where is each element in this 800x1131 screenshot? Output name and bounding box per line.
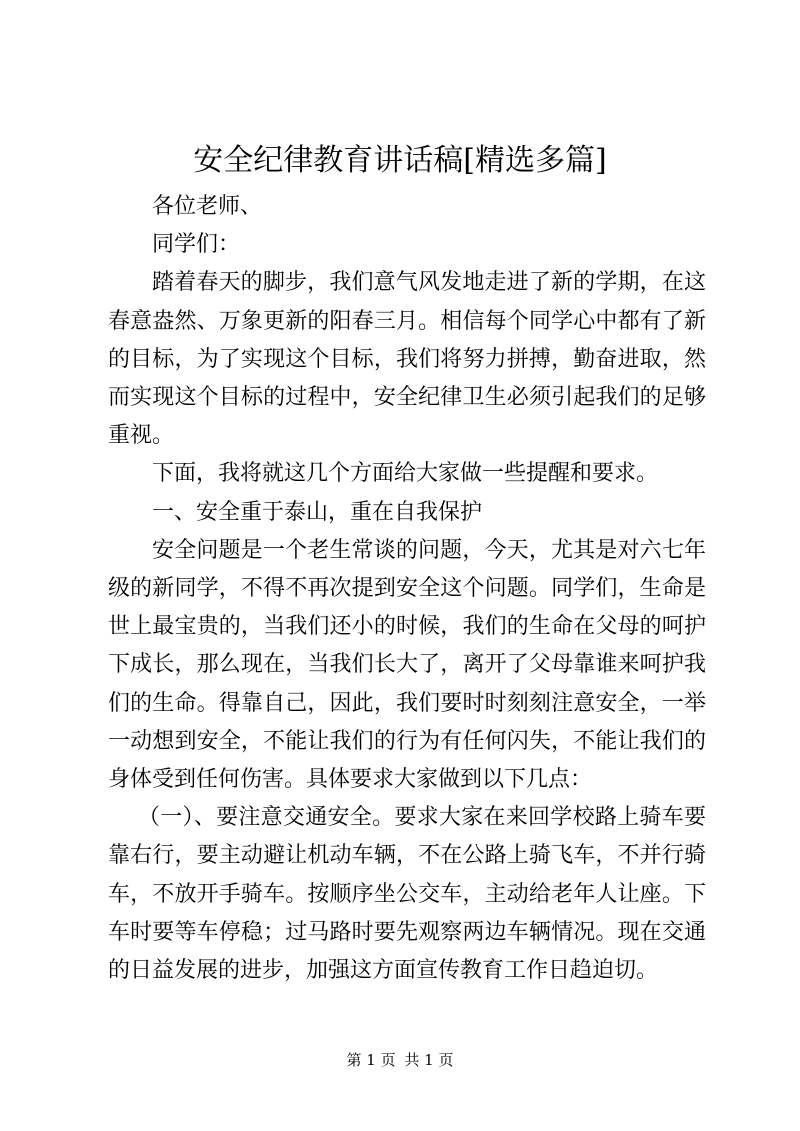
section-heading: 一、安全重于泰山，重在自我保护 bbox=[152, 499, 483, 525]
body-paragraph: 踏着春天的脚步，我们意气风发地走进了新的学期，在这春意盎然、万象更新的阳春三月。相信每个同学心中都有了新的目标，为了实现这个目标，我们将努力拼搏，勤奋进取，然而实现这个目标的过程中，安全纪律卫生必须引起我们的足够重视。 bbox=[108, 270, 706, 449]
body-paragraph: 安全问题是一个老生常谈的问题，今天，尤其是对六七年级的新同学，不得不再次提到安全这个问题。同学们，生命是世上最宝贵的，当我们还小的时候，我们的生命在父母的呵护下成长，那么现在，当我们长大了，离开了父母靠谁来呵护我们的生命。得靠自己，因此，我们要时时刻刻注意安全，一举一动想到安全，不能让我们的行为有任何闪失，不能让我们的身体受到任何伤害。具体要求大家做到以下几点： bbox=[108, 537, 706, 793]
page-footer bbox=[0, 1050, 800, 1070]
salutation-teachers: 各位老师、 bbox=[152, 194, 263, 219]
document-body bbox=[108, 188, 706, 990]
document-title: 安全纪律教育讲话稿[精选多篇] bbox=[193, 143, 607, 178]
page-number: 第 1 页 bbox=[346, 1051, 396, 1069]
body-paragraph: 下面，我将就这几个方面给大家做一些提醒和要求。 bbox=[152, 461, 659, 487]
page-total: 共 1 页 bbox=[404, 1051, 454, 1069]
salutation-students: 同学们： bbox=[152, 232, 241, 258]
body-paragraph: （一）、要注意交通安全。要求大家在来回学校路上骑车要靠右行，要主动避让机动车辆，不在公路上骑飞车，不并行骑车，不放开手骑车。按顺序坐公交车，主动给老年人让座。下车时要等车停稳；过马路时要先观察两边车辆情况。现在交通的日益发展的进步，加强这方面宣传教育工作日趋迫切。 bbox=[108, 805, 706, 984]
